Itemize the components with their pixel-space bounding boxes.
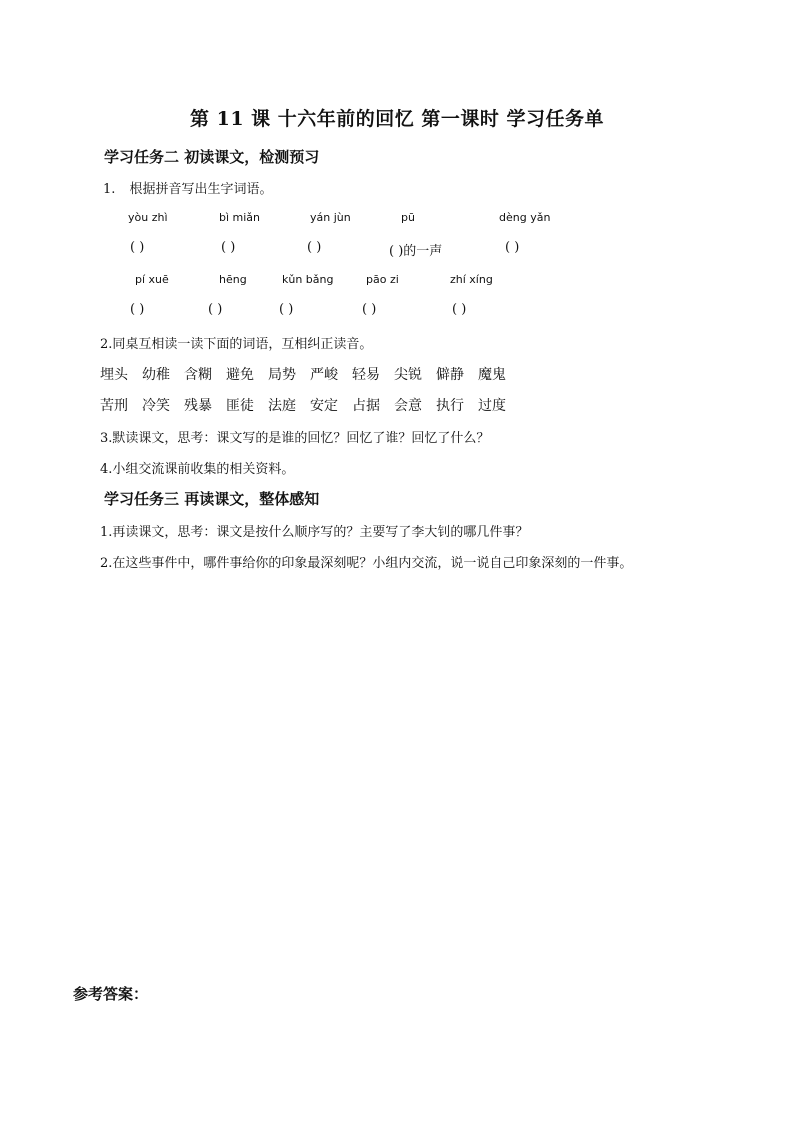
vocab-word: 占据 xyxy=(352,398,380,414)
task2-q1-text: 根据拼音写出生字词语。 xyxy=(129,182,273,197)
vocab-word: 轻易 xyxy=(352,367,380,383)
vocab-word: 埋头 xyxy=(100,367,128,383)
answer-blank[interactable]: ( ) xyxy=(307,240,322,255)
pinyin-bimian: bì miǎn xyxy=(219,211,261,224)
pinyin-youzhi: yòu zhì xyxy=(128,211,168,224)
page-title: 第 11 课 十六年前的回忆 第一课时 学习任务单 xyxy=(189,108,604,130)
pinyin-pu: pū xyxy=(401,211,415,224)
vocab-word: 安定 xyxy=(310,398,338,414)
answer-blank[interactable]: ( ) xyxy=(208,302,223,317)
vocab-word: 幼稚 xyxy=(142,367,170,383)
vocab-word: 魔鬼 xyxy=(478,367,506,383)
answer-blank[interactable]: ( ) xyxy=(130,302,145,317)
vocab-word: 苦刑 xyxy=(100,398,128,414)
task2-q1-number: 1. xyxy=(103,182,116,197)
task3-heading: 学习任务三 再读课文，整体感知 xyxy=(104,490,320,508)
task3-q1: 1.再读课文，思考：课文是按什么顺序写的？主要写了李大钊的哪几件事？ xyxy=(100,525,529,540)
vocab-word: 执行 xyxy=(436,398,464,414)
answer-blank[interactable]: ( )的一声 xyxy=(389,244,443,259)
pinyin-dengyan: dèng yǎn xyxy=(499,211,551,224)
vocab-word: 冷笑 xyxy=(142,398,170,414)
pinyin-paozi: pāo zi xyxy=(366,273,399,286)
vocab-word: 含糊 xyxy=(184,367,212,383)
task2-q1 xyxy=(103,178,273,197)
task2-q3: 3.默读课文，思考：课文写的是谁的回忆？回忆了谁？回忆了什么？ xyxy=(100,431,490,446)
pinyin-heng: hēng xyxy=(219,273,247,286)
task3-q2: 2.在这些事件中，哪件事给你的印象最深刻呢？小组内交流，说一说自己印象深刻的一件事。 xyxy=(100,556,633,571)
answer-blank[interactable]: ( ) xyxy=(279,302,294,317)
vocab-word: 匪徒 xyxy=(226,398,254,414)
vocab-word: 避免 xyxy=(226,367,254,383)
vocab-word: 法庭 xyxy=(268,398,296,414)
answer-key-label: 参考答案： xyxy=(73,985,149,1003)
vocab-word: 残暴 xyxy=(184,398,212,414)
task2-q4: 4.小组交流课前收集的相关资料。 xyxy=(100,462,295,477)
pinyin-kunbang: kǔn bǎng xyxy=(282,273,334,286)
vocab-word: 局势 xyxy=(268,367,296,383)
word-list-row-1 xyxy=(100,364,520,384)
task2-heading: 学习任务二 初读课文，检测预习 xyxy=(104,148,320,166)
vocab-word: 过度 xyxy=(478,398,506,414)
answer-blank[interactable]: ( ) xyxy=(362,302,377,317)
pinyin-yanjun: yán jùn xyxy=(310,211,351,224)
answer-blank[interactable]: ( ) xyxy=(505,240,520,255)
vocab-word: 严峻 xyxy=(310,367,338,383)
answer-blank[interactable]: ( ) xyxy=(130,240,145,255)
vocab-word: 僻静 xyxy=(436,367,464,383)
answer-blank[interactable]: ( ) xyxy=(452,302,467,317)
task2-q2: 2.同桌互相读一读下面的词语，互相纠正读音。 xyxy=(100,337,373,352)
pinyin-zhixing: zhí xíng xyxy=(450,273,493,286)
pinyin-pixue: pí xuē xyxy=(135,273,169,286)
answer-blank[interactable]: ( ) xyxy=(221,240,236,255)
vocab-word: 尖锐 xyxy=(394,367,422,383)
word-list-row-2 xyxy=(100,395,520,415)
vocab-word: 会意 xyxy=(394,398,422,414)
